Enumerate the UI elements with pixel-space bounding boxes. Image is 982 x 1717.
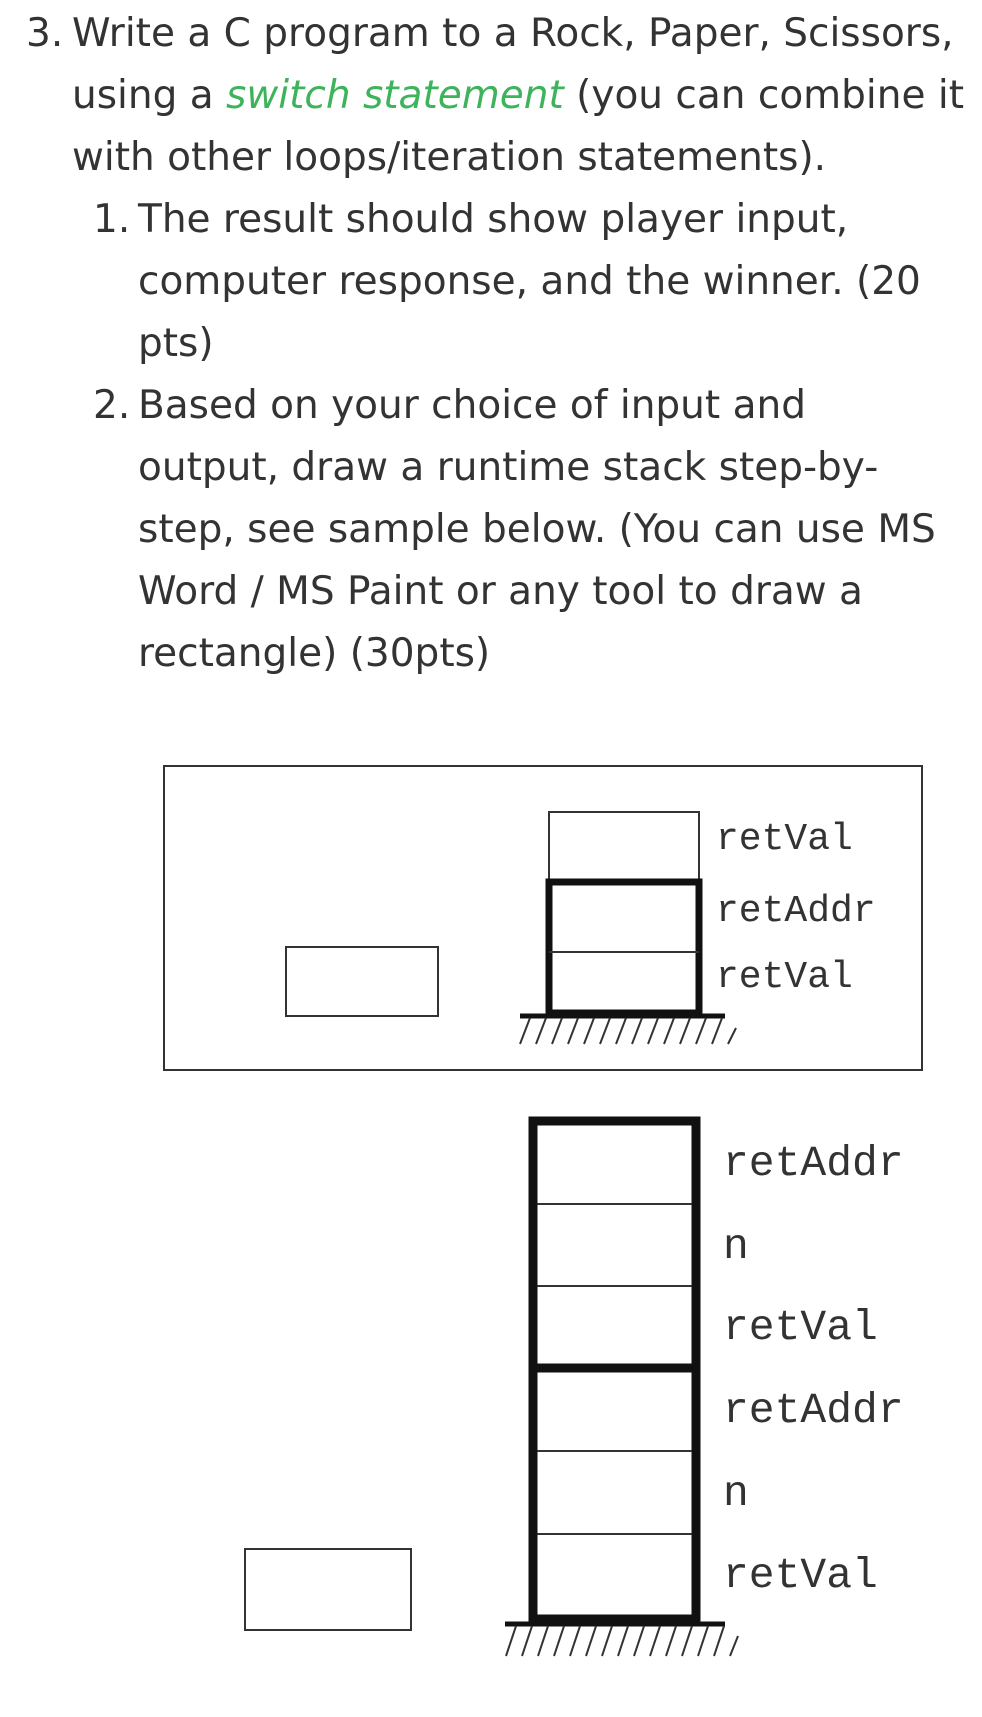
diagram-2-ground-hatch [506,1626,738,1656]
question-line-3: with other loops/iteration statements). [72,135,827,180]
item-2-line-4: Word / MS Paint or any tool to draw a [138,569,863,614]
diagram-2-label-retval-1: retVal [723,1303,878,1352]
diagram-1-label-retval-bottom: retVal [716,956,853,999]
diagram-1-small-box [286,947,438,1016]
item-2-line-5: rectangle) (30pts) [138,631,491,676]
diagram-1-label-retval-top: retVal [716,818,853,861]
item-1-line-1: The result should show player input, [138,197,849,242]
item-2-line-3: step, see sample below. (You can use MS [138,507,936,552]
question-line-2-suffix: (you can combine it [563,73,964,118]
diagram-1-stack-cell-top [549,812,699,882]
question-line-1: Write a C program to a Rock, Paper, Scissors, [72,11,954,56]
diagram-1-label-retaddr: retAddr [716,890,876,933]
diagram-2-label-n-1: n [723,1222,749,1271]
question-line-2-prefix: using a [72,73,227,118]
switch-statement-link[interactable]: switch statement [226,73,564,118]
item-1-number: 1. [93,197,131,242]
diagram-2-stack-frame-top [533,1121,696,1368]
question-number: 3. [26,11,64,56]
diagram-1-ground-hatch [520,1018,736,1044]
item-2-line-1: Based on your choice of input and [138,383,806,428]
item-2-line-2: output, draw a runtime stack step-by- [138,445,879,490]
item-1-line-2: computer response, and the winner. (20 [138,259,921,304]
diagram-2-label-n-2: n [723,1469,749,1518]
item-1-line-3: pts) [138,321,214,366]
diagram-2-label-retaddr-1: retAddr [723,1139,904,1188]
diagram-2-stack-frame-bottom [533,1368,696,1619]
diagram-2-label-retval-2: retVal [723,1551,878,1600]
diagram-1-stack-frame [549,882,699,1013]
diagram-2-small-box [245,1549,411,1630]
item-2-number: 2. [93,383,131,428]
diagram-2-label-retaddr-2: retAddr [723,1386,904,1435]
